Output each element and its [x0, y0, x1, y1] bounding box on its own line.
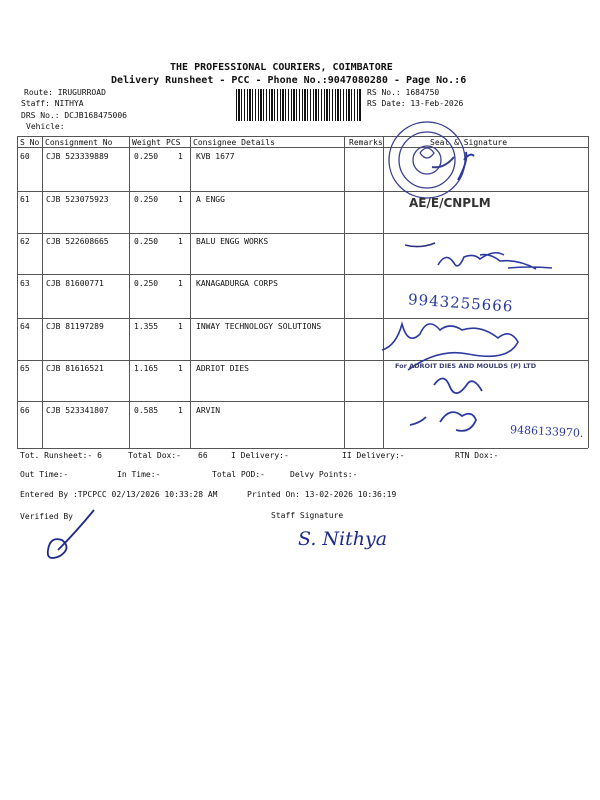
ae-stamp-text: AE/E/CNPLM: [409, 196, 491, 210]
row-consignment: CJB 523075923: [46, 195, 109, 204]
row-consignee: ADRIOT DIES: [196, 364, 249, 373]
row-consignment: CJB 523341807: [46, 406, 109, 415]
col-header-weight: Weight: [132, 138, 161, 147]
row-consignee: INWAY TECHNOLOGY SOLUTIONS: [196, 322, 322, 331]
delvy-points: Delvy Points:-: [290, 470, 358, 479]
total-pod: Total POD:-: [212, 470, 265, 479]
rs-date: RS Date: 13-Feb-2026: [367, 99, 464, 108]
col-header-remarks: Remarks: [349, 138, 383, 147]
printed-on: Printed On: 13-02-2026 10:36:19: [247, 490, 397, 499]
row-weight: 0.250: [134, 195, 159, 204]
vehicle-text: Vehicle:: [26, 122, 65, 131]
route-text: Route: IRUGURROAD: [24, 88, 106, 97]
seal-signature-ink: [380, 120, 580, 450]
row-pcs: 1: [178, 152, 183, 161]
col-header-consignee: Consignee Details: [193, 138, 275, 147]
row-sno: 66: [20, 406, 30, 415]
col-header-consignment: Consignment No: [45, 138, 113, 147]
phone-handwritten-1: 9943255666: [407, 290, 514, 316]
ae-sign-icon: [405, 243, 435, 247]
row-sno: 65: [20, 364, 30, 373]
seal-scribble-icon: [458, 152, 474, 180]
rtn-dox: RTN Dox:-: [455, 451, 499, 460]
row-weight: 0.250: [134, 279, 159, 288]
col-header-pcs: PCS: [166, 138, 181, 147]
row-pcs: 1: [178, 237, 183, 246]
adroit-stamp-text: For ADROIT DIES AND MOULDS (P) LTD: [395, 362, 537, 370]
row-consignee: KVB 1677: [196, 152, 235, 161]
adroit-sign-icon: [434, 378, 482, 393]
ii-delivery: II Delivery:-: [342, 451, 405, 460]
row-weight: 0.585: [134, 406, 159, 415]
row-consignment: CJB 523339889: [46, 152, 109, 161]
staff-signature: S. Nithya: [298, 528, 388, 550]
row-consignee: BALU ENGG WORKS: [196, 237, 269, 246]
phone-handwritten-2: 9486133970.: [509, 423, 584, 440]
i-delivery: I Delivery:-: [231, 451, 289, 460]
total-runsheet: Tot. Runsheet:- 6: [20, 451, 102, 460]
row-pcs: 1: [178, 406, 183, 415]
row-weight: 0.250: [134, 152, 159, 161]
bagavathi-sign-icon: [438, 253, 552, 269]
row-consignment: CJB 81616521: [46, 364, 104, 373]
in-time: In Time:-: [117, 470, 161, 479]
arvin-sign-icon: [410, 412, 476, 431]
row-weight: 1.165: [134, 364, 159, 373]
row-sno: 61: [20, 195, 30, 204]
kvb-round-seal-icon: [389, 122, 465, 198]
verifier-sign-icon: [36, 506, 106, 566]
staff-signature-label: Staff Signature: [271, 511, 344, 520]
row-consignment: CJB 522608665: [46, 237, 109, 246]
entered-by: Entered By :TPCPCC 02/13/2026 10:33:28 AM: [20, 490, 218, 499]
barcode-image: [236, 89, 362, 121]
total-dox-label: Total Dox:-: [128, 451, 181, 460]
total-dox-value: 66: [198, 451, 208, 460]
out-time: Out Time:-: [20, 470, 69, 479]
row-weight: 0.250: [134, 237, 159, 246]
row-weight: 1.355: [134, 322, 159, 331]
row-consignee: A ENGG: [196, 195, 225, 204]
drs-number: DRS No.: DCJB168475006: [21, 111, 127, 120]
verified-by-label: Verified By: [20, 512, 73, 521]
row-consignee: KANAGADURGA CORPS: [196, 279, 278, 288]
row-consignment: CJB 81600771: [46, 279, 104, 288]
row-pcs: 1: [178, 322, 183, 331]
rs-number: RS No.: 1684750: [367, 88, 440, 97]
row-sno: 62: [20, 237, 30, 246]
staff-text: Staff: NITHYA: [21, 99, 84, 108]
table-col-line: [588, 136, 589, 448]
row-pcs: 1: [178, 195, 183, 204]
row-sno: 64: [20, 322, 30, 331]
row-sno: 60: [20, 152, 30, 161]
row-pcs: 1: [178, 364, 183, 373]
col-header-seal: Seal & Signature: [430, 138, 508, 147]
runsheet-subtitle: Delivery Runsheet - PCC - Phone No.:9047080280 - Page No.:6: [111, 75, 467, 86]
company-title: THE PROFESSIONAL COURIERS, COIMBATORE: [170, 62, 393, 73]
row-consignee: ARVIN: [196, 406, 221, 415]
row-consignment: CJB 81197289: [46, 322, 104, 331]
row-pcs: 1: [178, 279, 183, 288]
row-sno: 63: [20, 279, 30, 288]
col-header-sno: S No: [20, 138, 40, 147]
